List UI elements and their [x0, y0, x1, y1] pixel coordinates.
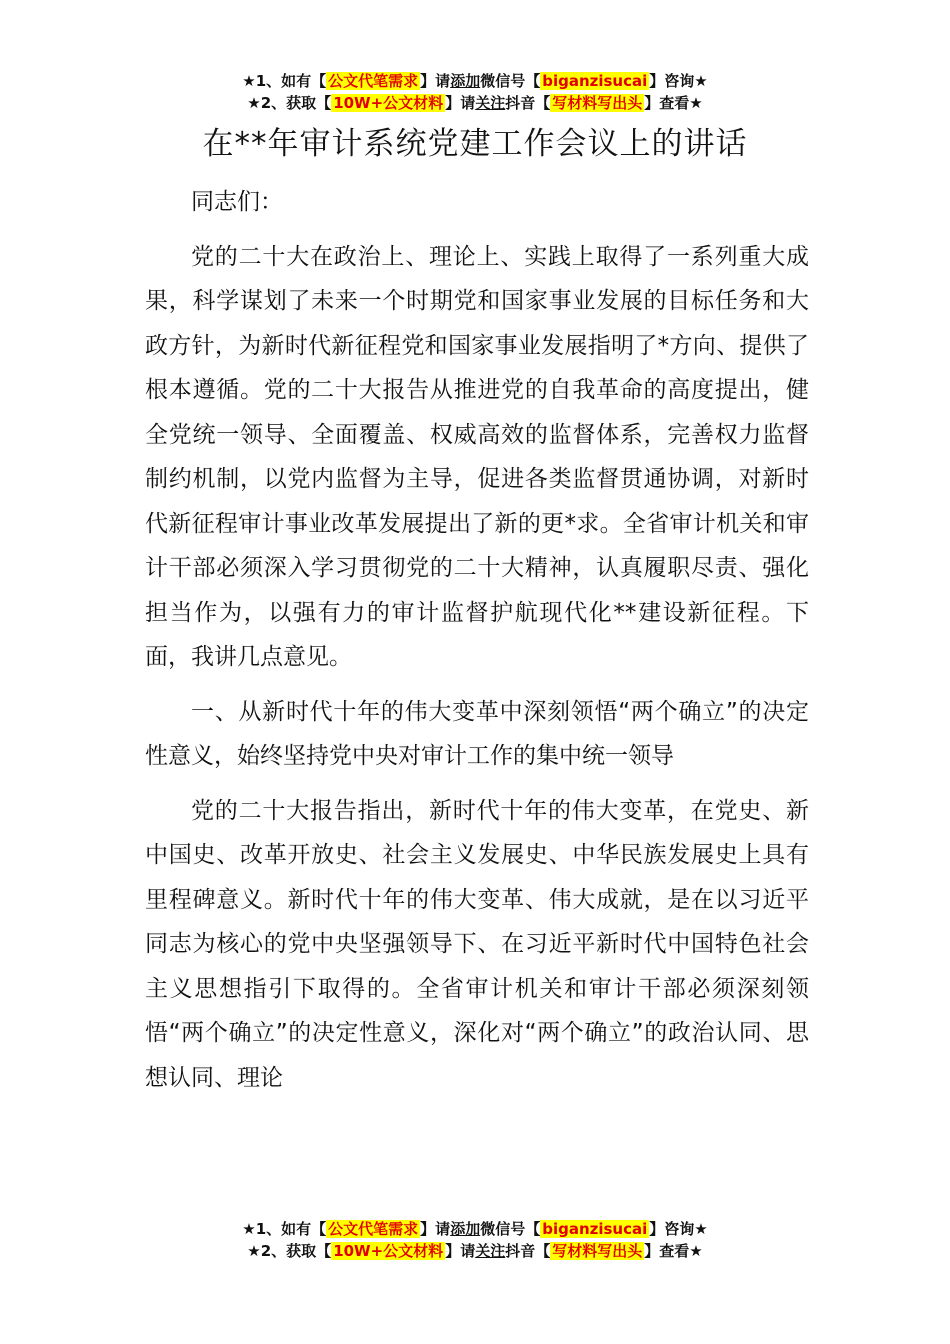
greeting: 同志们： [191, 189, 283, 215]
banner-text: 】请 [420, 72, 451, 90]
banner-line-1 [0, 70, 950, 92]
banner-text: ★2、获取【 [247, 94, 332, 112]
banner-text: 】咨询★ [649, 72, 708, 90]
document-body [145, 180, 809, 1110]
banner-line-1 [0, 1218, 950, 1240]
banner-highlight: 10W+公文材料 [333, 94, 444, 112]
section-heading: 一、从新时代十年的伟大变革中深刻领悟“两个确立”的决定性意义，始终坚持党中央对审计工作的集中统一领导 [145, 698, 809, 769]
banner-text: ★1、如有【 [242, 72, 327, 90]
banner-text: 微信号【 [480, 72, 541, 90]
banner-highlight: 公文代笔需求 [328, 72, 419, 90]
banner-text: 】请 [445, 1242, 476, 1260]
footer-banner [0, 1218, 950, 1262]
banner-text: 】请 [445, 94, 476, 112]
banner-line-2 [0, 92, 950, 114]
document-title: 在**年审计系统党建工作会议上的讲话 [202, 126, 748, 162]
banner-highlight: biganzisucai [542, 72, 648, 90]
banner-text: 】请 [420, 1220, 451, 1238]
banner-text: 】查看★ [644, 1242, 703, 1260]
banner-underline: 关注 [475, 94, 506, 112]
paragraph: 党的二十大报告指出，新时代十年的伟大变革，在党史、新中国史、改革开放史、社会主义发展史、中华民族发展史上具有里程碑意义。新时代十年的伟大变革、伟大成就，是在以习近平同志为核心的党中央坚强领导下、在习近平新时代中国特色社会主义思想指引下取得的。全省审计机关和审计干部必须深刻领悟“两个确立”的决定性意义，深化对“两个确立”的政治认同、思想认同、理论 [145, 797, 809, 1091]
banner-line-2 [0, 1240, 950, 1262]
banner-text: 】查看★ [644, 94, 703, 112]
paragraph: 党的二十大在政治上、理论上、实践上取得了一系列重大成果，科学谋划了未来一个时期党和国家事业发展的目标任务和大政方针，为新时代新征程党和国家事业发展指明了*方向、提供了根本遵循。党的二十大报告从推进党的自我革命的高度提出，健全党统一领导、全面覆盖、权威高效的监督体系，完善权力监督制约机制，以党内监督为主导，促进各类监督贯通协调，对新时代新征程审计事业改革发展提出了新的更*求。全省审计机关和审计干部必须深入学习贯彻党的二十大精神，认真履职尽责、强化担当作为，以强有力的审计监督护航现代化**建设新征程。下面，我讲几点意见。 [145, 243, 809, 670]
banner-underline: 关注 [475, 1242, 506, 1260]
header-banner [0, 70, 950, 114]
banner-text: 抖音【 [505, 1242, 551, 1260]
banner-text: 抖音【 [505, 94, 551, 112]
banner-underline: 添加 [450, 1220, 481, 1238]
banner-underline: 添加 [450, 72, 481, 90]
banner-highlight: biganzisucai [542, 1220, 648, 1238]
banner-text: ★1、如有【 [242, 1220, 327, 1238]
banner-text: ★2、获取【 [247, 1242, 332, 1260]
banner-highlight: 写材料写出头 [552, 1242, 643, 1260]
banner-highlight: 10W+公文材料 [333, 1242, 444, 1260]
banner-text: 微信号【 [480, 1220, 541, 1238]
banner-highlight: 公文代笔需求 [328, 1220, 419, 1238]
banner-highlight: 写材料写出头 [552, 94, 643, 112]
banner-text: 】咨询★ [649, 1220, 708, 1238]
